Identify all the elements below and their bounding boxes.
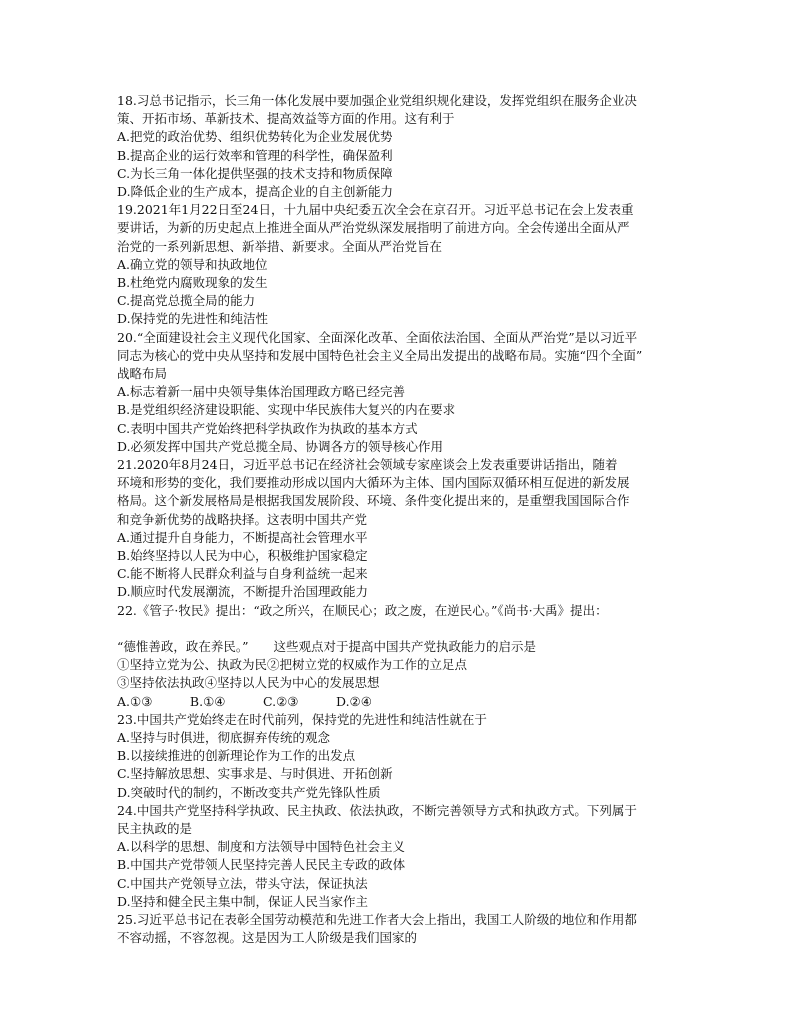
question-19-stem-line-3: 治党的一系列新思想、新举措、新要求。全面从严治党旨在 [117,238,443,254]
question-21-option-a: A.通过提升自身能力，不断提高社会管理水平 [117,529,368,545]
question-18-option-a: A.把党的政治优势、组织优势转化为企业发展优势 [117,129,393,145]
question-22-stem-line-1: 22.《管子·牧民》提出：“政之所兴，在顺民心；政之废，在逆民心。”《尚书·大禹》提出： [117,602,608,618]
question-20-stem-line-2: 同志为核心的党中央从坚持和发展中国特色社会主义全局出发提出的战略布局。实施“四个全面” [117,347,643,363]
question-25-stem-line-2: 不容动摇，不容忽视。这是因为工人阶级是我们国家的 [117,930,418,946]
question-21-stem-line-1: 21.2020年8月24日，习近平总书记在经济社会领域专家座谈会上发表重要讲话指出，随着 [117,457,618,473]
question-23-option-c: C.坚持解放思想、实事求是、与时俱进、开拓创新 [117,766,393,782]
question-20-option-a: A.标志着新一届中央领导集体治国理政方略已经完善 [117,384,406,400]
question-18-stem-line-1: 18.习总书记指示，长三角一体化发展中要加强企业党组织规化建设，发挥党组织在服务企业决 [117,93,637,108]
question-21-option-d: D.顺应时代发展潮流，不断提升治国理政能力 [117,584,369,600]
question-23-option-b: B.以接续推进的创新理论作为工作的出发点 [117,748,356,764]
question-22-options: A.①③ B.①④ C.②③ D.②④ [117,693,372,709]
question-24-option-d: D.坚持和健全民主集中制，保证人民当家作主 [117,893,369,909]
question-19-option-d: D.保持党的先进性和纯洁性 [117,311,269,327]
question-18-option-d: D.降低企业的生产成本，提高企业的自主创新能力 [117,184,394,200]
question-22-statements-1: ①坚持立党为公、执政为民②把树立党的权威作为工作的立足点 [117,657,468,673]
question-21-stem-line-4: 和竞争新优势的战略抉择。这表明中国共产党 [117,511,368,527]
question-18-option-b: B.提高企业的运行效率和管理的科学性，确保盈利 [117,147,393,163]
question-23-option-a: A.坚持与时俱进，彻底摒弃传统的观念 [117,729,331,745]
question-24-stem-line-2: 民主执政的是 [117,820,193,836]
question-19-stem-line-1: 19.2021年1月22日至24日，十九届中央纪委五次全会在京召开。习近平总书记在会上发表重 [117,202,634,218]
question-24-option-b: B.中国共产党带领人民坚持完善人民民主专政的政体 [117,857,406,873]
question-19-option-a: A.确立党的领导和执政地位 [117,256,268,272]
question-20-option-d: D.必须发挥中国共产党总揽全局、协调各方的领导核心作用 [117,438,444,454]
question-24-option-c: C.中国共产党领导立法，带头守法，保证执法 [117,875,368,891]
question-23-stem: 23.中国共产党始终走在时代前列，保持党的先进性和纯洁性就在于 [117,711,487,727]
paragraph-gap [117,620,687,638]
question-text-block [117,92,687,947]
question-19-option-c: C.提高党总揽全局的能力 [117,293,256,309]
question-24-stem-line-1: 24.中国共产党坚持科学执政、民主执政、依法执政，不断完善领导方式和执政方式。下列属于 [117,802,637,818]
question-24-option-a: A.以科学的思想、制度和方法领导中国特色社会主义 [117,839,406,855]
question-19-stem-line-2: 要讲话，为新的历史起点上推进全面从严治党纵深发展指明了前进方向。全会传递出全面从严 [117,220,630,236]
question-18-option-c: C.为长三角一体化提供坚强的技术支持和物质保障 [117,165,393,181]
question-25-stem-line-1: 25.习近平总书记在表彰全国劳动模范和先进工作者大会上指出，我国工人阶级的地位和作用都 [117,911,637,927]
question-18-stem-line-2: 策、开拓市场、革新技术、提高效益等方面的作用。这有利于 [117,111,455,127]
question-23-option-d: D.突破时代的制约，不断改变共产党先锋队性质 [117,784,381,800]
question-21-option-b: B.始终坚持以人民为中心，积极维护国家稳定 [117,548,368,564]
question-21-option-c: C.能不断将人民群众利益与自身利益统一起来 [117,566,368,582]
question-22-statements-2: ③坚持依法执政④坚持以人民为中心的发展思想 [117,675,380,691]
question-21-stem-line-2: 环境和形势的变化，我们要推动形成以国内大循环为主体、国内国际双循环相互促进的新发展 [117,475,630,491]
question-21-stem-line-3: 格局。这个新发展格局是根据我国发展阶段、环境、条件变化提出来的，是重塑我国国际合作 [117,493,630,509]
question-22-stem-line-2: “德惟善政，政在养民。” 这些观点对于提高中国共产党执政能力的启示是 [117,638,537,654]
question-20-option-c: C.表明中国共产党始终把科学执政作为执政的基本方式 [117,420,418,436]
question-20-option-b: B.是党组织经济建设职能、实现中华民族伟大复兴的内在要求 [117,402,456,418]
question-19-option-b: B.杜绝党内腐败现象的发生 [117,275,268,291]
question-20-stem-line-1: 20.“全面建设社会主义现代化国家、全面深化改革、全面依法治国、全面从严治党”是以习近平 [117,329,638,345]
question-20-stem-line-3: 战略布局 [117,366,168,382]
